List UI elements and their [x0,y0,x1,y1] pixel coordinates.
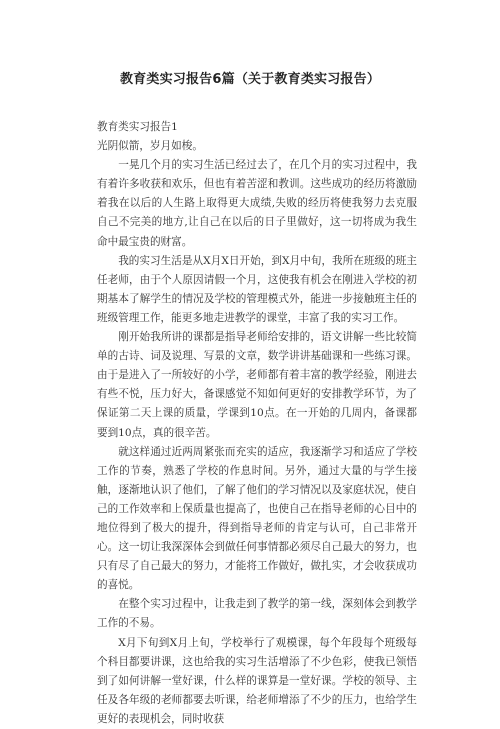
paragraph: X月下旬到X月上旬，学校举行了观模课，每个年段每个班级每个科目都要讲课，这也给我的实习生活增添了不少色彩，使我已领悟到了如何讲解一堂好课，什么样的课算是一堂好课。学校的领导、主任及各年级的老师都要去听课，给老师增添了不少的压力，也给学生更好的表现机会，同时收获 [97,636,417,725]
paragraph: 就这样通过近两周紧张而充实的适应，我逐渐学习和适应了学校工作的节奏，熟悉了学校的作息时间。另外，通过大量的与学生接触，逐渐地认识了他们，了解了他们的学习情况以及家庭状况，使自己的工作效率和上保质量也提高了，也使自己在指导老师的心目中的地位得到了极大的提升，得到指导老师的肯定与认可，自己非常开心。这一切让我深深体会到做任何事情都必须尽自己最大的努力，也只有尽了自己最大的努力，才能将工作做好，做扎实，才会收获成功的喜悦。 [97,445,417,592]
paragraph: 我的实习生活是从X月X日开始，到X月中旬，我所在班级的班主任老师，由于个人原因请假一个月，这使我有机会在刚进入学校的初期基本了解学生的情况及学校的管理模式外，能进一步接触班主任的班级管理工作，能更多地走进教学的课堂，丰富了我的实习工作。 [97,254,417,324]
section-heading: 教育类实习报告1 [97,121,178,133]
paragraph: 一晃几个月的实习生活已经过去了，在几个月的实习过程中，我有着许多收获和欢乐，但也有着苦涩和教训。这些成功的经历将激励着我在以后的人生路上取得更大成绩,失败的经历将使我努力去克服自己不完美的地方,让自己在以后的日子里做好，这一切将成为我生命中最宝贵的财富。 [97,159,417,248]
document-title: 教育类实习报告6篇（关于教育类实习报告） [119,72,381,87]
paragraph: 在整个实习过程中，让我走到了教学的第一线，深刻体会到教学工作的不易。 [97,598,417,630]
document-body [97,118,417,729]
opening-line: 光阴似箭，岁月如梭。 [97,140,203,153]
paragraph: 刚开始我所讲的课都是指导老师给安排的，语文讲解一些比较简单的古诗、词及说理、写景的文章，数学讲讲基础课和一些练习课。由于是进入了一所较好的小学，老师都有着丰富的教学经验，刚进去有些不悦，压力好大，备课感觉不知如何更好的安排教学环节，为了保证第二天上课的质量，学课到10点。在一开始的几周内，备课都要到10点，真的很辛苦。 [97,331,417,439]
